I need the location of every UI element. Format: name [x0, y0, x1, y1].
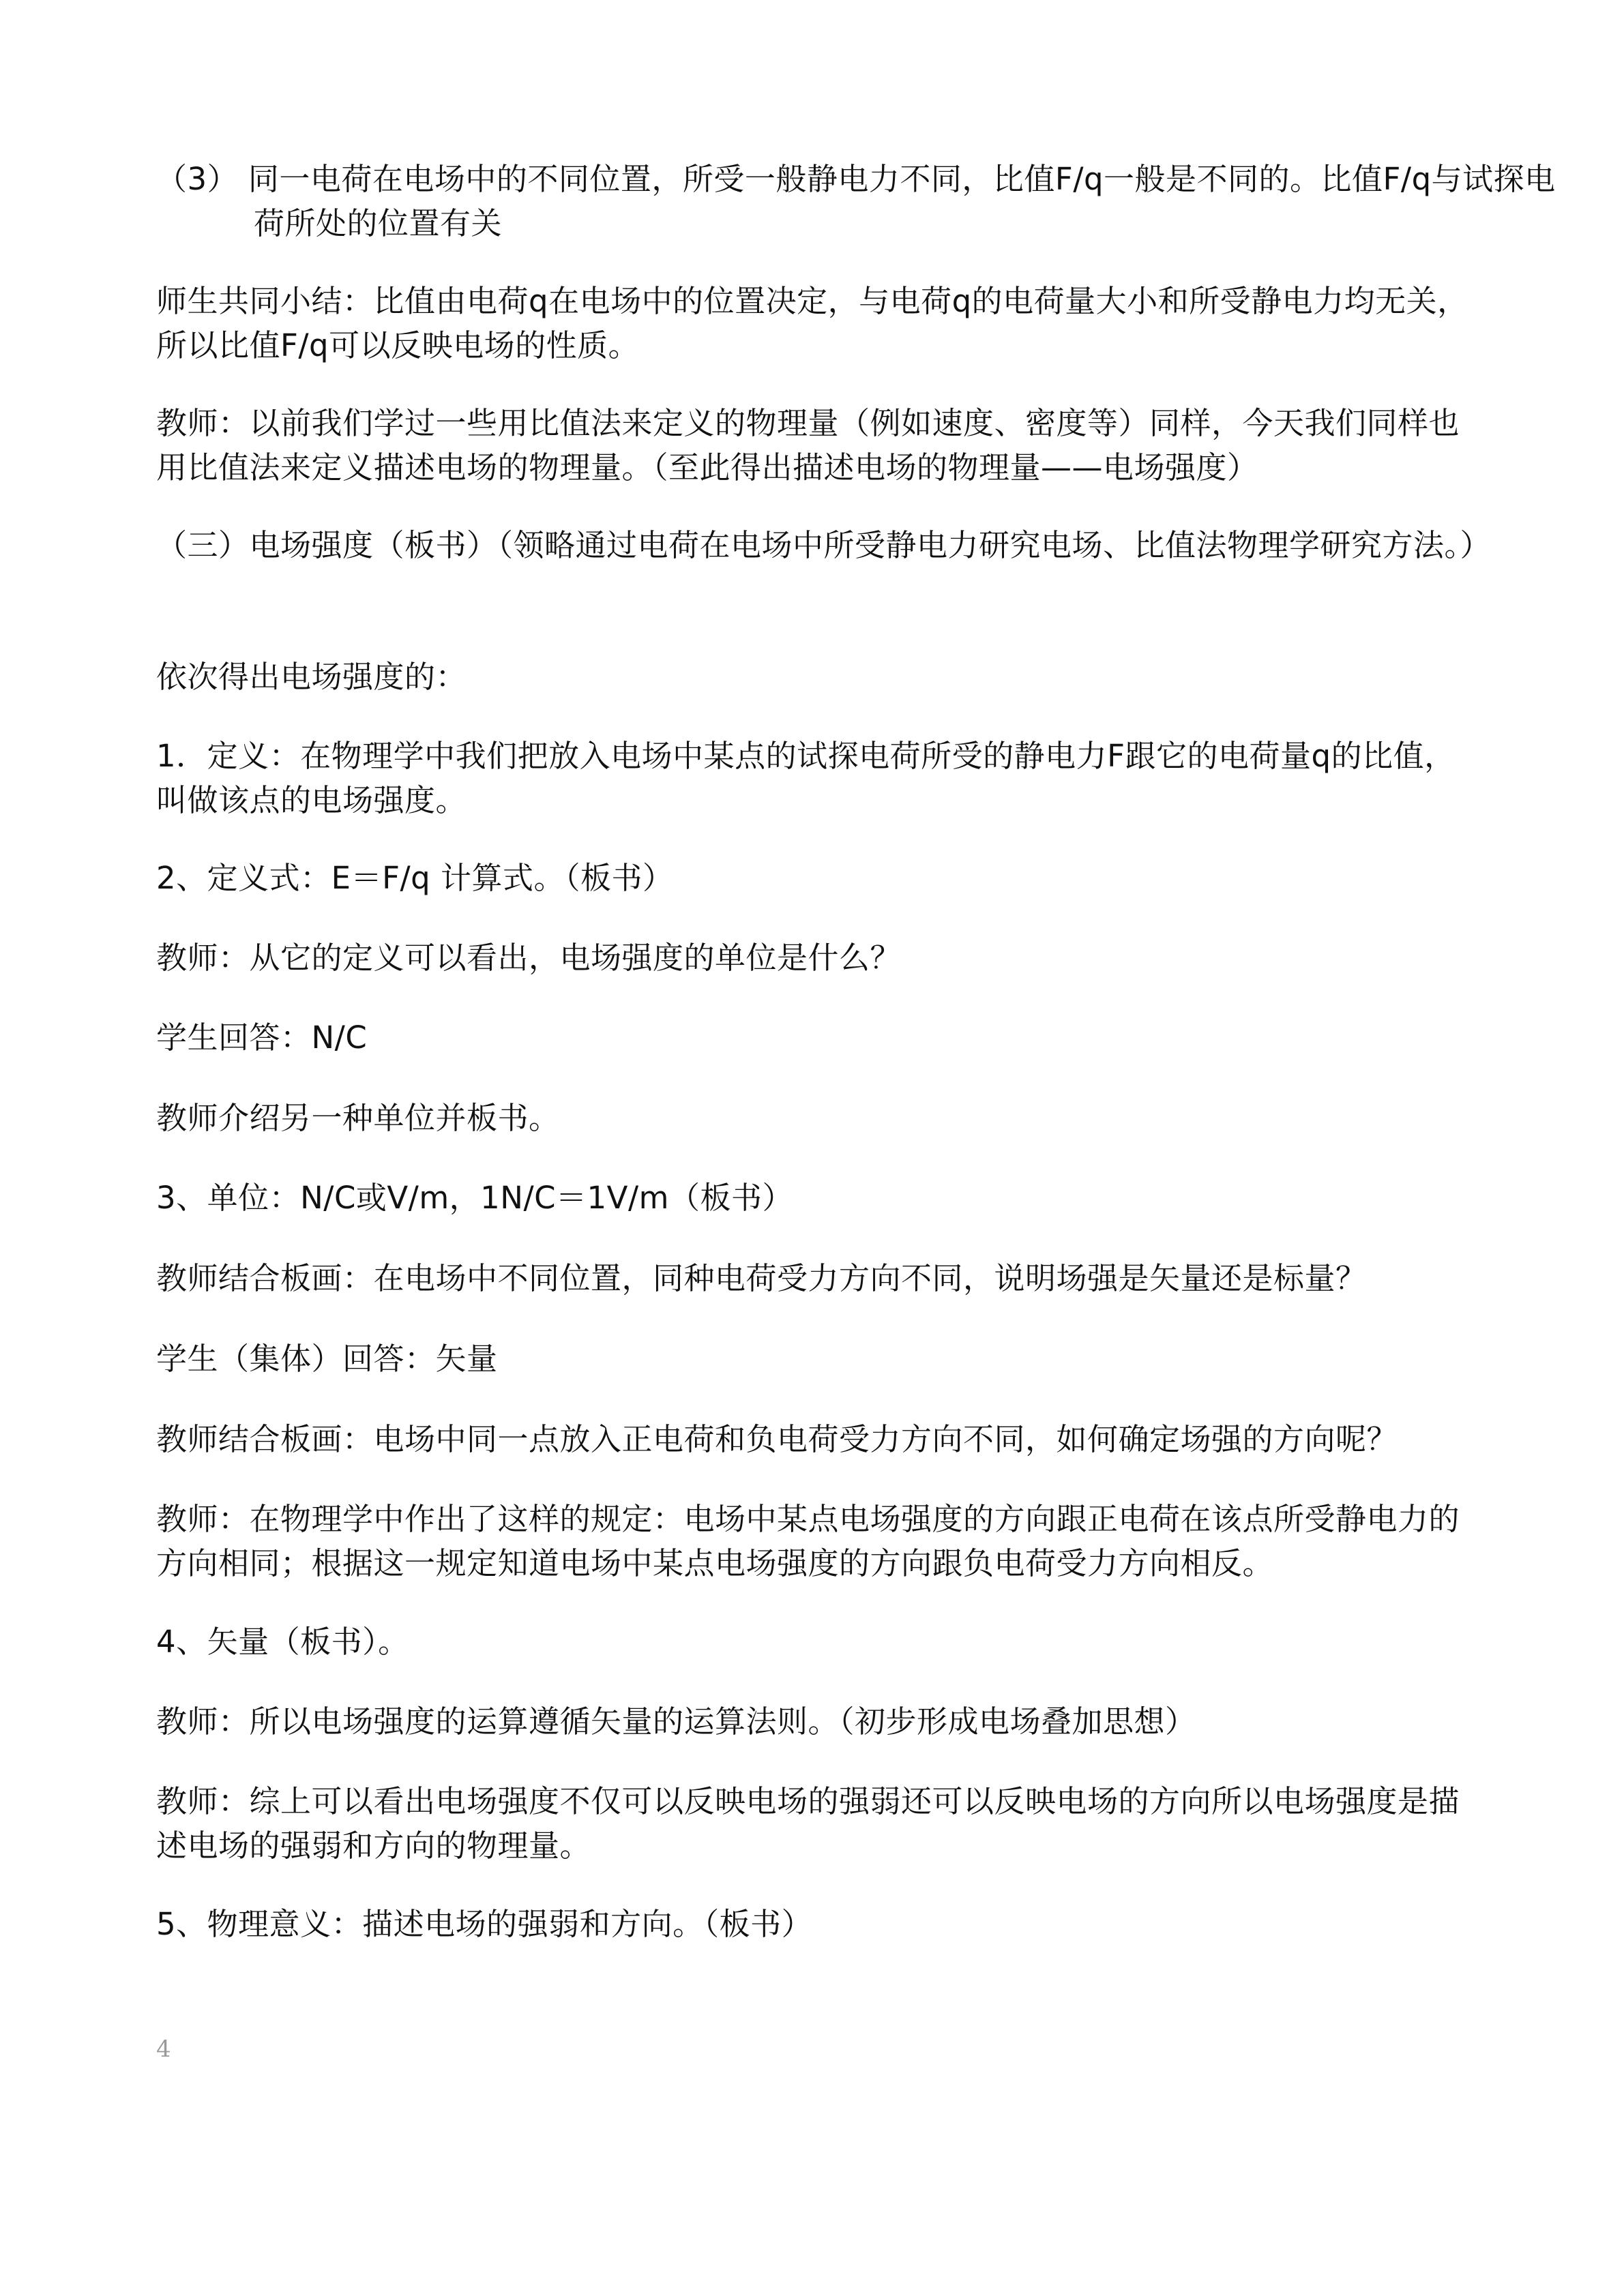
paragraph-ratio-position: （3） 同一电荷在电场中的不同位置，所受一般静电力不同，比值F/q一般是不同的。比值F/q与试探电荷所处的位置有关: [156, 161, 1556, 241]
section-heading-field-strength: （三）电场强度（板书）（领略通过电荷在电场中所受静电力研究电场、比值法物理学研究方法。）: [156, 527, 1492, 563]
paragraph-formula: 2、定义式：E＝F/q 计算式。（板书）: [156, 860, 674, 896]
paragraph-vector-operation: 教师：所以电场强度的运算遵循矢量的运算法则。（初步形成电场叠加思想）: [156, 1703, 1196, 1740]
paragraph-student-answer-unit: 学生回答：N/C: [156, 1019, 368, 1056]
paragraph-unit: 3、单位：N/C或V/m，1N/C＝1V/m（板书）: [156, 1180, 793, 1216]
paragraph-direction-rule: 教师：在物理学中作出了这样的规定：电场中某点电场强度的方向跟正电荷在该点所受静电力的方向相同；根据这一规定知道电场中某点电场强度的方向跟负电荷受力方向相反。: [156, 1501, 1460, 1581]
paragraph-vector-question: 教师结合板画：在电场中不同位置，同种电荷受力方向不同，说明场强是矢量还是标量？: [156, 1260, 1367, 1296]
paragraph-derive-intro: 依次得出电场强度的：: [156, 659, 467, 695]
paragraph-teacher-other-unit: 教师介绍另一种单位并板书。: [156, 1100, 560, 1136]
paragraph-teacher-ratio-method: 教师：以前我们学过一些用比值法来定义的物理量（例如速度、密度等）同样，今天我们同样也用比值法来定义描述电场的物理量。（至此得出描述电场的物理量——电场强度）: [156, 405, 1460, 486]
paragraph-direction-question: 教师结合板画：电场中同一点放入正电荷和负电荷受力方向不同，如何确定场强的方向呢？: [156, 1421, 1398, 1457]
paragraph-physical-meaning: 5、物理意义：描述电场的强弱和方向。（板书）: [156, 1906, 813, 1942]
paragraph-student-answer-vector: 学生（集体）回答：矢量: [156, 1341, 498, 1377]
paragraph-vector-board: 4、矢量（板书）。: [156, 1624, 409, 1660]
paragraph-teacher-unit-question: 教师：从它的定义可以看出，电场强度的单位是什么？: [156, 940, 902, 976]
page-number: 4: [156, 2036, 171, 2063]
paragraph-definition: 1．定义：在物理学中我们把放入电场中某点的试探电荷所受的静电力F跟它的电荷量q的比值，叫做该点的电场强度。: [156, 738, 1456, 818]
paragraph-joint-summary: 师生共同小结：比值由电荷q在电场中的位置决定，与电荷q的电荷量大小和所受静电力均无关，所以比值F/q可以反映电场的性质。: [156, 283, 1468, 363]
paragraph-summary-strength: 教师：综上可以看出电场强度不仅可以反映电场的强弱还可以反映电场的方向所以电场强度是描述电场的强弱和方向的物理量。: [156, 1783, 1460, 1864]
